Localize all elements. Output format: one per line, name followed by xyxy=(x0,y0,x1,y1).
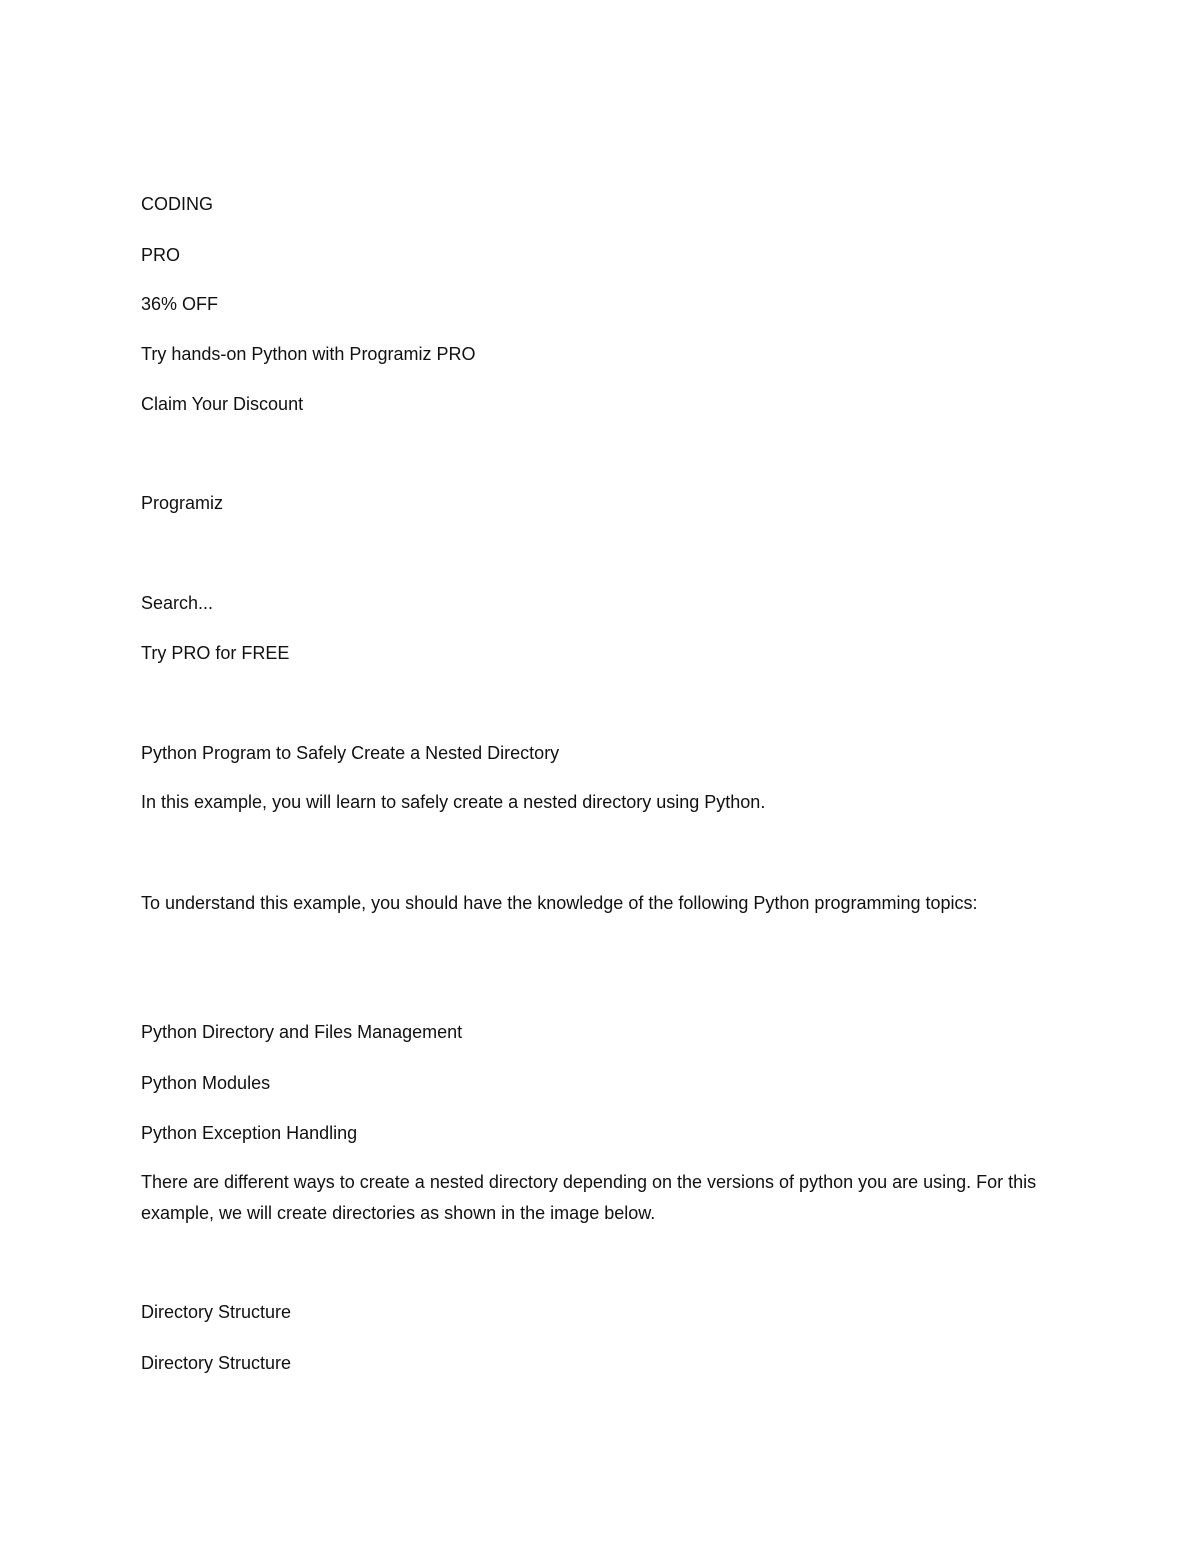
prerequisite-text: To understand this example, you should have the knowledge of the following Python programming topics: xyxy=(141,893,978,913)
site-name[interactable]: Programiz xyxy=(141,493,224,513)
promo-brand-coding: CODING xyxy=(141,194,213,214)
search-input[interactable]: Search... xyxy=(141,593,214,613)
article-body: There are different ways to create a nested directory depending on the versions of python you are using. For this example, we will create directories as shown in the image below. xyxy=(141,1172,1037,1223)
promo-discount: 36% OFF xyxy=(141,294,219,314)
promo-tagline: Try hands-on Python with Programiz PRO xyxy=(141,344,476,364)
article-intro: In this example, you will learn to safely create a nested directory using Python. xyxy=(141,792,766,812)
image-caption: Directory Structure xyxy=(141,1302,292,1322)
topic-link-modules[interactable]: Python Modules xyxy=(141,1073,271,1093)
topic-link-directory-files[interactable]: Python Directory and Files Management xyxy=(141,1022,463,1042)
topic-link-exception-handling[interactable]: Python Exception Handling xyxy=(141,1123,358,1143)
try-pro-link[interactable]: Try PRO for FREE xyxy=(141,643,290,663)
page-title: Python Program to Safely Create a Nested Directory xyxy=(141,743,560,763)
promo-claim-discount-link[interactable]: Claim Your Discount xyxy=(141,394,304,414)
image-alt-text: Directory Structure xyxy=(141,1353,292,1373)
promo-brand-pro: PRO xyxy=(141,245,181,265)
